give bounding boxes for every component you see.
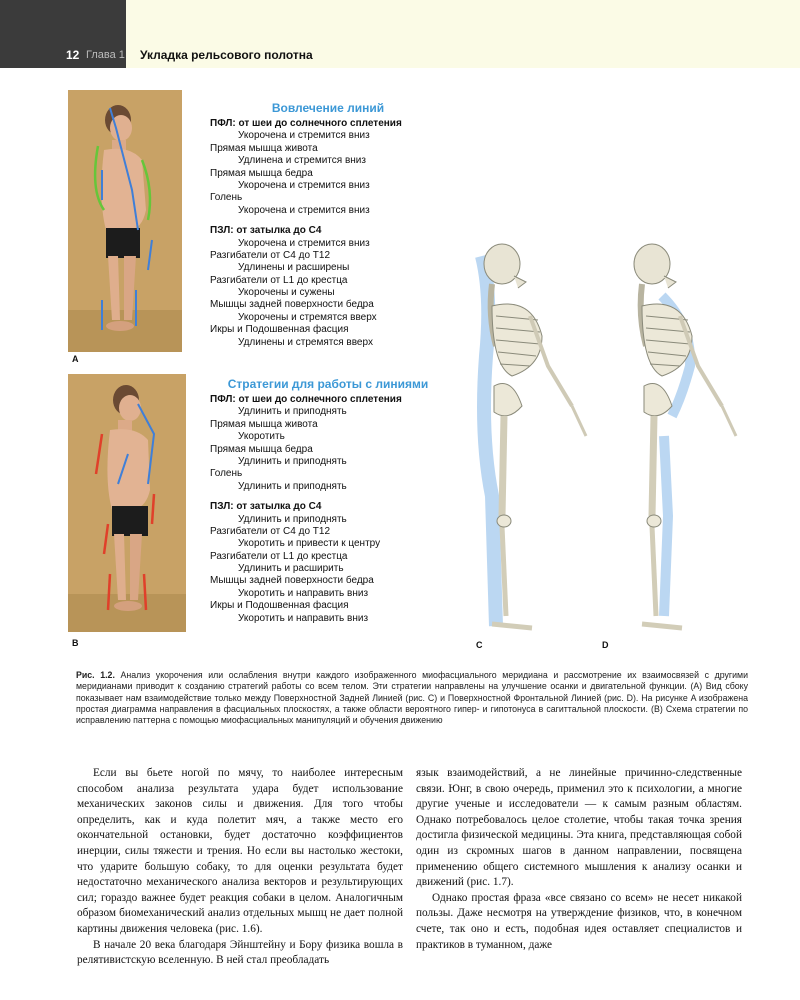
strategies-title: Стратегии для работы с линиями xyxy=(227,377,429,391)
line-item: Прямая мышца бедра xyxy=(210,167,313,179)
list-spacer xyxy=(210,493,440,501)
figure-label-b: B xyxy=(72,638,79,648)
line-heading: ПФЛ: от шеи до солнечного сплетения xyxy=(210,118,402,129)
line-item: Разгибатели от L1 до крестца xyxy=(210,550,348,562)
strategies-lines xyxy=(210,394,440,625)
line-item: Прямая мышца живота xyxy=(210,418,318,430)
line-item: Разгибатели от С4 до Т12 xyxy=(210,249,331,261)
caption-label: Рис. 1.2. xyxy=(76,670,115,680)
line-action: Удлинены и расширены xyxy=(238,262,350,274)
figure-label-c: C xyxy=(476,640,483,650)
photo-figure-b xyxy=(68,374,186,632)
involvement-list xyxy=(210,101,440,349)
line-item: Голень xyxy=(210,192,243,204)
line-action: Укорочена и стремится вниз xyxy=(238,130,370,142)
chapter-label: Глава 1 xyxy=(86,49,125,61)
skeleton-c xyxy=(482,244,586,628)
body-paragraph: язык взаимодействий, а не линейные причинно-следственные связи. Юнг, в свою очередь, применил это к психологии, а многие другие ученые и исследователи — к самым разным областям. Однако потребовалось целое столетие, чтобы такая точка зрения достигла физической медицины. Эта книга, представляющая собой один из скромных шагов в данном направлении, посвящена применению общего системного мышления к анализу осанки и движений (рис. 1.7). xyxy=(416,767,742,889)
figure-label-d: D xyxy=(602,640,609,650)
body-paragraph: Если вы бьете ногой по мячу, то наиболее интересным способом анализа результата удара будет использование механических законов силы и движения. Для того чтобы определить, как и куда полетит мяч, а также место его окончательной остановки, будет достаточно коэффициентов инерции, силы тяжести и трения. Но если вы настолько жестоки, что ударите большую собаку, то для оценки результата будет недостаточно механического анализа векторов и результирующих сил; гораздо важнее будет реакция собаки в целом. Аналогичным образом биомеханический анализ отдельных мышц не дает полной картины движения человека (рис. 1.6). xyxy=(77,767,403,935)
line-action: Удлинить и приподнять xyxy=(238,480,347,492)
body-paragraph: Однако простая фраза «все связано со всем» не несет никакой пользы. Даже несмотря на утверждение физиков, что, в конечном счете, так оно и есть, подобная идея оставляет специалистов и практиков в туманном, даже xyxy=(416,891,742,951)
line-action: Укорочена и стремится вниз xyxy=(238,179,370,191)
line-item: Икры и Подошвенная фасция xyxy=(210,600,349,612)
line-item: Голень xyxy=(210,468,243,480)
body-column-right xyxy=(416,766,742,953)
body-column-left xyxy=(77,766,403,969)
line-item: Разгибатели от С4 до Т12 xyxy=(210,525,331,537)
line-action: Удлинить и приподнять xyxy=(238,513,347,525)
line-item: Мышцы задней поверхности бедра xyxy=(210,299,374,311)
page-number: 12 xyxy=(66,48,80,62)
line-action: Укорочена и стремится вниз xyxy=(238,237,370,249)
line-item: Прямая мышца живота xyxy=(210,142,318,154)
line-action: Удлинена и стремится вниз xyxy=(238,155,366,167)
involvement-lines xyxy=(210,118,440,349)
line-heading: ПФЛ: от шеи до солнечного сплетения xyxy=(210,394,402,405)
figure-caption xyxy=(76,670,748,726)
line-action: Укорочены и сужены xyxy=(238,287,335,299)
line-heading: ПЗЛ: от затылка до С4 xyxy=(210,501,322,513)
line-action: Удлинить и расширить xyxy=(238,563,344,575)
caption-text: Анализ укорочения или ослабления внутри каждого изображенного миофасциального меридиана и рассмотрение их взаимосвязей с другими меридианами приводит к созданию стратегий работы со всем телом. Эти стратегии направлены на улучшение осанки и двигательной функции. (A) Вид сбоку показывает нам взаимодействие только между Поверхностной Задней Линией (рис. C) и Поверхностной Фронтальной Линией (рис. D). На рисунке A изображена простая диаграмма направления в фасциальных плоскостях, а также области вероятного гипер- и гипотонуса в сагиттальной плоскости. (B) Схема стратегии по исправлению паттерна с помощью миофасциальных манипуляций и обучения движению xyxy=(76,670,748,726)
line-action: Укоротить xyxy=(238,431,285,443)
line-action: Удлинить и приподнять xyxy=(238,455,347,467)
line-action: Удлинены и стремятся вверх xyxy=(238,336,373,348)
list-spacer xyxy=(210,217,440,225)
skeleton-illustrations xyxy=(452,236,784,648)
strategies-list xyxy=(210,377,440,625)
photo-figure-a xyxy=(68,90,182,352)
line-action: Укоротить и привести к центру xyxy=(238,538,381,550)
line-item: Разгибатели от L1 до крестца xyxy=(210,274,348,286)
involvement-title: Вовлечение линий xyxy=(271,101,385,115)
figure-label-a: A xyxy=(72,354,79,364)
line-action: Укоротить и направить вниз xyxy=(238,612,369,624)
skeleton-d xyxy=(634,244,736,628)
line-action: Укорочены и стремятся вверх xyxy=(238,311,377,323)
line-action: Укорочена и стремится вниз xyxy=(238,204,370,216)
line-item: Икры и Подошвенная фасция xyxy=(210,324,349,336)
line-action: Укоротить и направить вниз xyxy=(238,587,369,599)
line-item: Мышцы задней поверхности бедра xyxy=(210,575,374,587)
line-heading: ПЗЛ: от затылка до С4 xyxy=(210,225,322,237)
body-paragraph: В начале 20 века благодаря Эйнштейну и Бору физика вошла в релятивистскую вселенную. В ней стал преобладать xyxy=(77,938,403,967)
line-item: Прямая мышца бедра xyxy=(210,443,313,455)
running-title: Укладка рельсового полотна xyxy=(140,48,313,62)
line-action: Удлинить и приподнять xyxy=(238,406,347,418)
